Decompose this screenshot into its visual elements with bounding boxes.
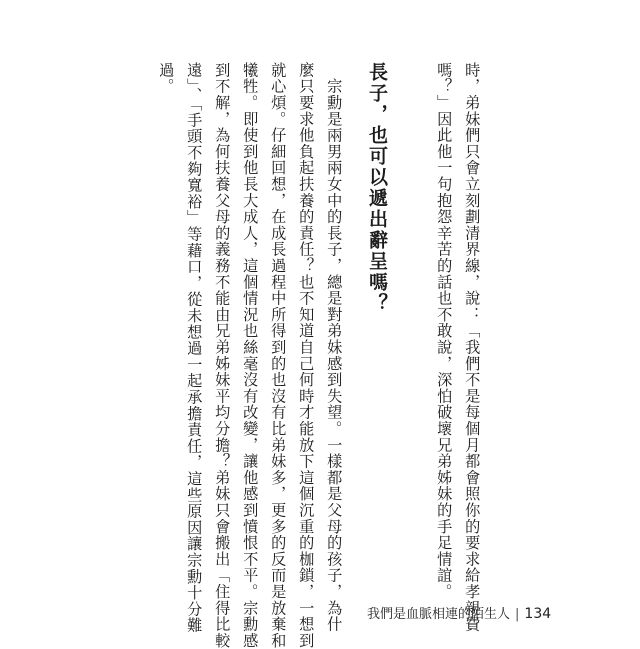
footer-separator: | [515, 607, 520, 622]
page-number: 134 [524, 606, 552, 622]
page-footer [367, 603, 551, 622]
text-column: 遠」、「手頭不夠寬裕」等藉口，從未想過一起承擔責任，這些原因讓宗勳十分難 [185, 62, 204, 634]
book-title: 我們是血脈相連的陌生人 [367, 607, 511, 622]
section-heading: 長子，也可以遞出辭呈嗎？ [366, 62, 388, 314]
text-column: 就心煩。仔細回想，在成長過程中所得到的也沒有比弟妹多，更多的反而是放棄和 [269, 62, 288, 649]
text-column: 過。 [157, 62, 176, 95]
text-column: 宗勳是兩男兩女中的長子，總是對弟妹感到失望。一樣都是父母的孩子，為什 [325, 62, 344, 633]
text-column: 嗎？」因此他一句抱怨辛苦的話也不敢說，深怕破壞兄弟姊妹的手足情誼。 [435, 62, 454, 600]
text-column: 時，弟妹們只會立刻劃清界線，說：「我們不是每個月都會照你的要求給孝親費 [463, 62, 482, 633]
text-column: 到不解，為何扶養父母的義務不能由兄弟姊妹平均分擔？弟妹只會搬出「住得比較 [213, 62, 232, 649]
text-column: 麼只要求他負起扶養的責任？也不知道自己何時才能放下這個沉重的枷鎖，一想到 [297, 62, 316, 649]
text-column: 犧牲。即使到他長大成人，這個情況也絲毫沒有改變，讓他感到憤恨不平。宗勳感 [241, 62, 260, 649]
